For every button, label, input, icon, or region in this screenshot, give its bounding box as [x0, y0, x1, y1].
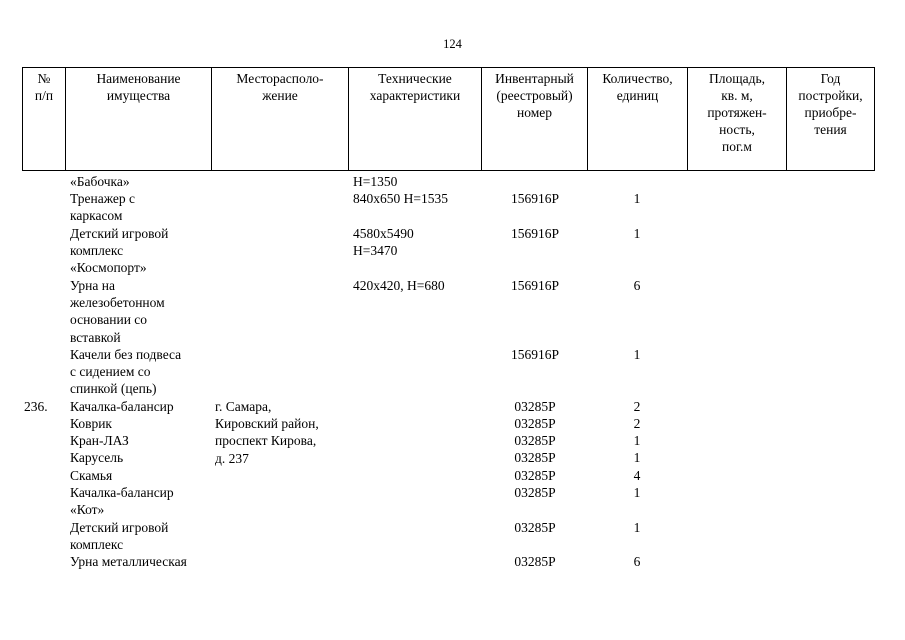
header-col-quantity: Количество, единиц — [602, 71, 673, 103]
cell-inventory: 156916Р — [510, 347, 559, 362]
cell-inventory: 03285Р — [514, 554, 556, 569]
header-col-location: Месторасполо- жение — [236, 71, 324, 103]
cell-quantity: 6 — [633, 554, 641, 569]
cell-quantity: 1 — [633, 520, 641, 535]
table-header — [22, 67, 875, 171]
cell-name: Качалка-балансир — [70, 399, 174, 414]
cell-inventory: 03285Р — [514, 416, 556, 431]
cell-name: Детский игровой комплекс «Космопорт» — [70, 226, 169, 276]
cell-name: Качели без подвеса с сидением со спинкой (цепь) — [70, 347, 182, 397]
cell-quantity: 2 — [633, 399, 641, 414]
cell-name: Детский игровой комплекс — [70, 520, 169, 553]
header-col-year: Год постройки, приобре- тения — [798, 71, 863, 137]
cell-quantity: 1 — [633, 433, 641, 448]
cell-name: Урна на железобетонном основании со вставкой — [70, 278, 165, 345]
cell-name: Качалка-балансир «Кот» — [70, 485, 174, 518]
cell-quantity: 1 — [633, 191, 641, 206]
cell-inventory: 156916Р — [510, 226, 559, 241]
cell-inventory: 03285Р — [514, 468, 556, 483]
cell-name: Карусель — [70, 450, 124, 465]
cell-inventory: 03285Р — [514, 450, 556, 465]
cell-name: «Бабочка» — [70, 174, 130, 189]
cell-tech: 4580x5490 H=3470 — [353, 226, 414, 259]
cell-name: Кран-ЛАЗ — [70, 433, 129, 448]
cell-inventory: 03285Р — [514, 399, 556, 414]
cell-quantity: 2 — [633, 416, 641, 431]
cell-inventory: 156916Р — [510, 278, 559, 293]
cell-inventory: 03285Р — [514, 433, 556, 448]
cell-quantity: 1 — [633, 226, 641, 241]
cell-quantity: 1 — [633, 485, 641, 500]
cell-tech: 420x420, H=680 — [353, 278, 445, 293]
cell-name: Тренажер с каркасом — [70, 191, 135, 224]
page-number: 124 — [443, 37, 462, 51]
cell-quantity: 4 — [633, 468, 641, 483]
cell-inventory: 03285Р — [514, 485, 556, 500]
header-col-inventory: Инвентарный (реестровый) номер — [495, 71, 574, 120]
header-col-area: Площадь, кв. м, протяжен- ность, пог.м — [707, 71, 767, 154]
cell-name: Скамья — [70, 468, 113, 483]
cell-inventory: 03285Р — [514, 520, 556, 535]
header-col-tech: Технические характеристики — [369, 71, 461, 103]
header-col-number: № п/п — [34, 71, 54, 103]
cell-inventory: 156916Р — [510, 191, 559, 206]
cell-tech: 840x650 H=1535 — [353, 191, 448, 206]
cell-location: г. Самара, Кировский район, проспект Кирова, д. 237 — [215, 399, 319, 466]
cell-quantity: 1 — [633, 347, 641, 362]
cell-quantity: 1 — [633, 450, 641, 465]
header-col-name: Наименование имущества — [96, 71, 181, 103]
cell-number: 236. — [24, 399, 48, 414]
cell-quantity: 6 — [633, 278, 641, 293]
cell-name: Коврик — [70, 416, 112, 431]
cell-name: Урна металлическая — [70, 554, 187, 569]
cell-tech: H=1350 — [353, 174, 398, 189]
